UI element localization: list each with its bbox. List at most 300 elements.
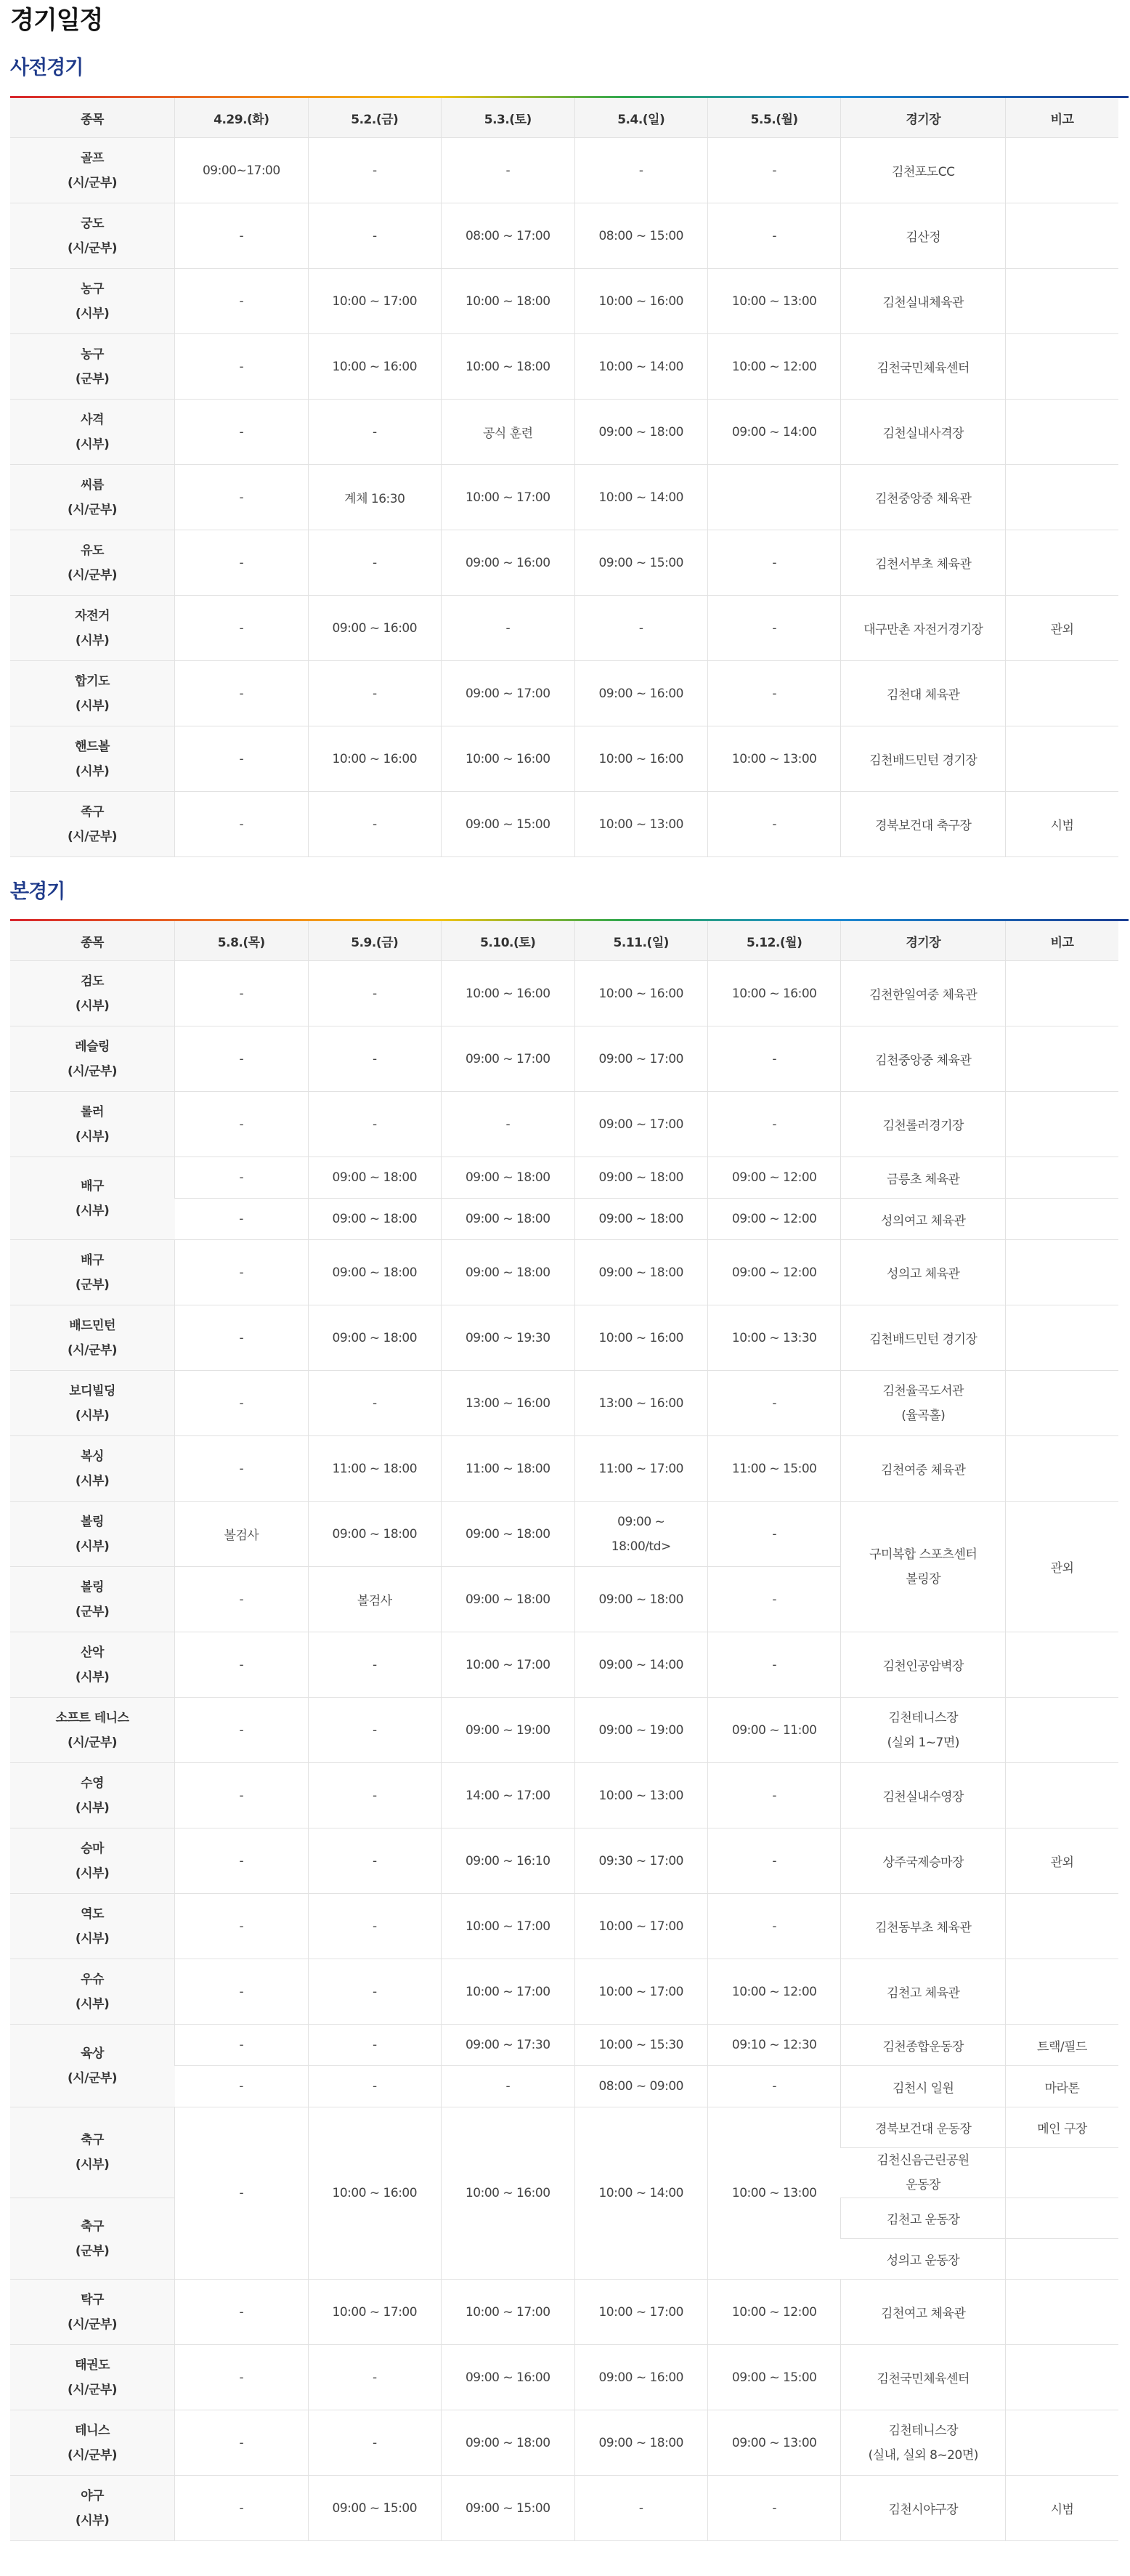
time-cell: - [707,203,840,269]
cell-line: 족구 [81,804,104,819]
time-cell: 10:00 ~ 17:00 [442,1632,574,1698]
time-cell: - [308,1698,441,1763]
note-cell [1006,2198,1118,2239]
table-row [10,465,1118,530]
cell-line: (시부) [75,2158,110,2172]
time-cell: 09:00 ~ 18:00 [574,1240,707,1305]
table-row [10,2066,1118,2107]
cell-line: (시부) [75,633,110,648]
time-cell: - [707,1763,840,1828]
note-cell [1006,1026,1118,1092]
time-cell: 10:00 ~ 16:00 [442,961,574,1026]
sport-cell [10,2410,175,2476]
cell-line: 우슈 [81,1972,104,1987]
cell-line: (시부) [75,1931,110,1946]
note-cell [1006,661,1118,726]
cell-line: (시/군부) [68,240,118,256]
time-cell: - [707,1894,840,1959]
venue-cell: 경북보건대 축구장 [841,792,1006,857]
time-cell: 13:00 ~ 16:00 [574,1371,707,1436]
cell-line: (시/군부) [68,1064,118,1079]
time-cell: 09:00 ~ 11:00 [707,1698,840,1763]
time-cell: - [707,1371,840,1436]
venue-cell [841,1502,1006,1632]
cell-line: 농구 [81,281,104,296]
cell-line: (시부) [75,437,110,452]
note-cell: 시범 [1006,2476,1118,2541]
time-cell: - [175,1698,308,1763]
venue-cell: 김천종합운동장 [841,2025,1006,2066]
time-cell: 09:00 ~ 15:00 [574,530,707,596]
time-cell: - [175,400,308,465]
time-cell: - [707,661,840,726]
time-cell: 10:00 ~ 17:00 [442,1959,574,2025]
cell-line: (시부) [75,1408,110,1423]
time-cell: 09:00 ~ 16:10 [442,1828,574,1894]
note-cell [1006,203,1118,269]
time-cell: 09:00 ~ 18:00 [308,1240,441,1305]
time-cell: 09:00 ~ 18:00 [308,1502,441,1567]
time-cell: - [707,792,840,857]
note-cell [1006,530,1118,596]
header-venue: 경기장 [841,98,1006,138]
note-cell: 관외 [1006,1502,1118,1632]
table-row [10,1199,1118,1240]
table-row [10,1894,1118,1959]
time-cell: 10:00 ~ 14:00 [574,334,707,400]
cell-line: (시/군부) [68,567,118,583]
time-cell: 09:00 ~ 18:00 [308,1199,441,1240]
time-cell: - [308,203,441,269]
note-cell [1006,1199,1118,1240]
time-cell: 공식 훈련 [442,400,574,465]
time-cell: - [308,400,441,465]
time-cell: - [175,203,308,269]
venue-cell: 김천중앙중 체육관 [841,465,1006,530]
time-cell: 10:00 ~ 14:00 [574,2107,707,2280]
cell-line: (시/군부) [68,2070,118,2086]
header-date: 5.5.(월) [707,98,840,138]
time-cell: 11:00 ~ 17:00 [574,1436,707,1502]
time-cell: 09:00 ~ 18:00 [442,1199,574,1240]
sport-cell [10,661,175,726]
cell-line: 궁도 [81,216,104,231]
cell-line: 김천신음근린공원 [877,2153,970,2168]
note-cell [1006,1894,1118,1959]
table-row [10,2025,1118,2066]
sport-cell [10,1371,175,1436]
cell-line: (시부) [75,1539,110,1554]
cell-line: (시부) [75,1129,110,1144]
time-cell: 09:00 ~ 12:00 [707,1157,840,1199]
time-cell: 09:00 ~ 15:00 [308,2476,441,2541]
sport-cell [10,1763,175,1828]
time-cell: - [442,138,574,203]
note-cell [1006,1959,1118,2025]
time-cell: 10:00 ~ 17:00 [308,269,441,334]
section-title-pre: 사전경기 [10,57,84,79]
cell-line: 승마 [81,1841,104,1856]
cell-line: 구미복합 스포츠센터 [869,1547,977,1562]
cell-line: 볼링장 [906,1571,941,1587]
cell-line: 김천테니스장 [888,1710,958,1725]
time-cell: - [308,2410,441,2476]
note-cell [1006,465,1118,530]
table-row [10,2345,1118,2410]
time-cell: - [707,1828,840,1894]
time-cell: 09:00 ~ 19:00 [442,1698,574,1763]
venue-cell [841,2410,1006,2476]
cell-line: 골프 [81,150,104,166]
section-title-main: 본경기 [10,880,65,903]
cell-line: 배드민턴 [69,1318,115,1333]
venue-cell: 성의여고 체육관 [841,1199,1006,1240]
cell-line: 김천테니스장 [888,2423,958,2438]
note-cell [1006,1436,1118,1502]
table-row [10,400,1118,465]
time-cell: - [308,2025,441,2066]
time-cell: - [175,1894,308,1959]
time-cell: - [175,1371,308,1436]
venue-cell: 김천고 체육관 [841,1959,1006,2025]
header-date: 5.3.(토) [442,98,574,138]
header-date: 5.2.(금) [308,98,441,138]
sport-cell [10,1959,175,2025]
time-cell: - [175,1305,308,1371]
time-cell: 10:00 ~ 16:00 [308,334,441,400]
venue-cell: 김천한일여중 체육관 [841,961,1006,1026]
time-cell: - [175,1157,308,1199]
venue-cell: 대구만촌 자전거경기장 [841,596,1006,661]
time-cell: 10:00 ~ 16:00 [308,2107,441,2280]
header-note: 비고 [1006,98,1118,138]
time-cell: - [707,2066,840,2107]
note-cell [1006,1157,1118,1199]
cell-line: 롤러 [81,1104,104,1119]
sport-cell [10,961,175,1026]
cell-line: (율곡홀) [901,1408,946,1423]
venue-cell: 김천여고 체육관 [841,2280,1006,2345]
cell-line: 테니스 [75,2423,110,2438]
note-cell [1006,1632,1118,1698]
time-cell: 09:00 ~ 16:00 [442,2345,574,2410]
note-cell: 메인 구장 [1006,2107,1118,2148]
note-cell [1006,138,1118,203]
table-row [10,661,1118,726]
time-cell: - [175,1567,308,1632]
time-cell: 09:30 ~ 17:00 [574,1828,707,1894]
cell-line: (시부) [75,1669,110,1685]
cell-line: 탁구 [81,2292,104,2307]
time-cell: 09:00 ~ 18:00 [574,1199,707,1240]
header-note: 비고 [1006,921,1118,961]
cell-line: 씨름 [81,477,104,493]
table-row [10,1632,1118,1698]
cell-line: 농구 [81,347,104,362]
time-cell: - [175,530,308,596]
time-cell: - [574,138,707,203]
header-date: 5.8.(목) [175,921,308,961]
time-cell: 09:00 ~ 16:00 [308,596,441,661]
cell-line: (시부) [75,1473,110,1489]
cell-line: 육상 [81,2046,104,2061]
venue-cell [841,1698,1006,1763]
table-row [10,334,1118,400]
cell-line: 배구 [81,1178,104,1194]
time-cell: 09:00 ~ 13:00 [707,2410,840,2476]
time-cell: 09:00 ~ 12:00 [707,1240,840,1305]
sport-cell [10,530,175,596]
note-cell [1006,2280,1118,2345]
venue-cell: 김천동부초 체육관 [841,1894,1006,1959]
cell-line: 김천율곡도서관 [882,1383,964,1398]
table-row [10,530,1118,596]
sport-cell [10,138,175,203]
cell-line: (시/군부) [68,175,118,190]
time-cell: 10:00 ~ 12:00 [707,1959,840,2025]
time-cell: - [175,2025,308,2066]
time-cell: 11:00 ~ 18:00 [308,1436,441,1502]
table-row [10,596,1118,661]
note-cell [1006,1240,1118,1305]
note-cell [1006,1698,1118,1763]
venue-cell: 김천포도CC [841,138,1006,203]
time-cell: 볼검사 [308,1567,441,1632]
cell-line: 태권도 [75,2357,110,2373]
venue-cell: 김산정 [841,203,1006,269]
time-cell: - [175,1436,308,1502]
header-date: 5.10.(토) [442,921,574,961]
time-cell: - [308,961,441,1026]
page-title: 경기일정 [10,6,103,35]
time-cell: - [175,661,308,726]
time-cell: 10:00 ~ 16:00 [442,2107,574,2280]
sport-cell [10,2345,175,2410]
venue-cell: 김천실내체육관 [841,269,1006,334]
time-cell: - [175,2066,308,2107]
sport-cell [10,1567,175,1632]
time-cell: 10:00 ~ 13:30 [707,1305,840,1371]
sport-cell [10,726,175,792]
time-cell: 10:00 ~ 18:00 [442,334,574,400]
time-cell: - [175,596,308,661]
header-sport: 종목 [10,921,175,961]
time-cell: 10:00 ~ 17:00 [308,2280,441,2345]
note-cell: 관외 [1006,1828,1118,1894]
cell-line: 야구 [81,2488,104,2503]
time-cell: - [707,1632,840,1698]
venue-cell: 김천대 체육관 [841,661,1006,726]
sport-cell [10,400,175,465]
time-cell: - [574,2476,707,2541]
time-cell: 11:00 ~ 15:00 [707,1436,840,1502]
main-schedule-table [10,921,1118,2541]
time-cell: 10:00 ~ 16:00 [574,269,707,334]
sport-cell [10,1157,175,1240]
time-cell: - [175,1828,308,1894]
time-cell: 09:00 ~ 19:30 [442,1305,574,1371]
time-cell: 09:00 ~ 18:00 [442,1157,574,1199]
note-cell [1006,961,1118,1026]
time-cell: - [175,1240,308,1305]
time-cell: 09:00 ~ 18:00 [308,1305,441,1371]
venue-cell [841,1371,1006,1436]
time-cell: 09:00 ~ 18:00 [574,1157,707,1199]
sport-cell [10,1632,175,1698]
note-cell [1006,2410,1118,2476]
table-row [10,203,1118,269]
cell-line: (시부) [75,306,110,321]
time-cell: - [175,334,308,400]
sport-cell [10,596,175,661]
time-cell: 10:00 ~ 16:00 [442,726,574,792]
time-cell: 09:00 ~ 18:00 [442,1502,574,1567]
venue-cell: 김천고 운동장 [841,2198,1006,2239]
time-cell: 볼검사 [175,1502,308,1567]
time-cell: 10:00 ~ 17:00 [574,1959,707,2025]
time-cell: 09:00 ~ 16:00 [574,661,707,726]
time-cell: 09:00 ~ 18:00 [442,1567,574,1632]
cell-line: (시/군부) [68,2382,118,2397]
note-cell [1006,334,1118,400]
time-cell: 10:00 ~ 13:00 [574,1763,707,1828]
header-date: 5.12.(월) [707,921,840,961]
table-row [10,138,1118,203]
sport-cell [10,1828,175,1894]
time-cell: - [175,269,308,334]
table-row [10,1763,1118,1828]
cell-line: (시부) [75,1203,110,1218]
time-cell: - [308,1371,441,1436]
table-row [10,1157,1118,1199]
cell-line: (시부) [75,698,110,713]
venue-cell: 김천서부초 체육관 [841,530,1006,596]
time-cell: 10:00 ~ 13:00 [707,269,840,334]
time-cell: 09:00 ~ 18:00 [574,2410,707,2476]
time-cell: - [175,961,308,1026]
time-cell: 10:00 ~ 17:00 [442,1894,574,1959]
venue-cell: 김천롤러경기장 [841,1092,1006,1157]
time-cell: - [308,1959,441,2025]
note-cell [1006,2345,1118,2410]
table-row [10,2280,1118,2345]
time-cell: 10:00 ~ 13:00 [707,2107,840,2280]
sport-cell [10,2198,175,2280]
cell-line: 축구 [81,2133,104,2147]
note-cell [1006,2239,1118,2280]
venue-cell: 김천여중 체육관 [841,1436,1006,1502]
time-cell: 09:00 ~ 15:00 [442,2476,574,2541]
table-row [10,1959,1118,2025]
time-cell: - [442,1092,574,1157]
cell-line: 축구 [81,2219,104,2234]
time-cell: 09:00 ~ 12:00 [707,1199,840,1240]
sport-cell [10,1502,175,1567]
note-cell [1006,1371,1118,1436]
cell-line: (시부) [75,764,110,779]
cell-line: 자전거 [75,608,110,623]
time-cell: 09:10 ~ 12:30 [707,2025,840,2066]
time-cell: - [707,530,840,596]
table-header-row [10,98,1118,138]
sport-cell [10,1894,175,1959]
cell-line: (시/군부) [68,2317,118,2332]
header-venue: 경기장 [841,921,1006,961]
time-cell: 09:00 ~ 17:00 [442,661,574,726]
time-cell: 10:00 ~ 16:00 [707,961,840,1026]
time-cell: 10:00 ~ 12:00 [707,2280,840,2345]
cell-line: (군부) [75,1604,110,1619]
table-row [10,1371,1118,1436]
table-header-row [10,921,1118,961]
cell-line: (시/군부) [68,1342,118,1358]
cell-line: (시부) [75,998,110,1013]
cell-line: 소프트 테니스 [55,1710,129,1725]
cell-line: 검도 [81,973,104,989]
time-cell: 09:00 ~ 17:00 [442,1026,574,1092]
venue-cell: 김천시야구장 [841,2476,1006,2541]
time-cell: 10:00 ~ 16:00 [574,1305,707,1371]
time-cell: 09:00 ~ 17:00 [574,1092,707,1157]
time-cell: - [707,1026,840,1092]
table-row [10,1240,1118,1305]
time-cell: - [175,2280,308,2345]
table-row [10,792,1118,857]
note-cell [1006,1763,1118,1828]
time-cell: 10:00 ~ 13:00 [574,792,707,857]
time-cell: - [308,1092,441,1157]
sport-cell [10,792,175,857]
sport-cell [10,2107,175,2198]
table-row [10,1305,1118,1371]
time-cell: - [707,1567,840,1632]
time-cell: - [175,726,308,792]
sport-cell [10,1698,175,1763]
cell-line: (실내, 실외 8~20면) [868,2447,978,2463]
time-cell: 09:00~17:00 [175,138,308,203]
venue-cell: 김천실내수영장 [841,1763,1006,1828]
time-cell: 10:00 ~ 13:00 [707,726,840,792]
sport-cell [10,1436,175,1502]
note-cell: 마라톤 [1006,2066,1118,2107]
time-cell: 11:00 ~ 18:00 [442,1436,574,1502]
pre-schedule-table [10,98,1118,857]
time-cell: - [308,792,441,857]
time-cell: - [308,1632,441,1698]
venue-cell: 성의고 운동장 [841,2239,1006,2280]
time-cell: 09:00 ~ 14:00 [707,400,840,465]
cell-line: 18:00/td> [611,1539,671,1554]
time-cell: - [175,1763,308,1828]
venue-cell: 상주국제승마장 [841,1828,1006,1894]
cell-line: 사격 [81,412,104,427]
header-date: 4.29.(화) [175,98,308,138]
cell-line: (시부) [75,1996,110,2012]
table-row [10,1092,1118,1157]
cell-line: 합기도 [75,673,110,689]
table-row [10,1828,1118,1894]
time-cell: - [442,596,574,661]
sport-cell [10,1026,175,1092]
time-cell: 09:00 ~ 18:00 [442,1240,574,1305]
table-row [10,1698,1118,1763]
time-cell: - [308,1763,441,1828]
table-row [10,961,1118,1026]
time-cell: 10:00 ~ 16:00 [574,961,707,1026]
time-cell: - [175,792,308,857]
venue-cell: 김천실내사격장 [841,400,1006,465]
venue-cell: 경북보건대 운동장 [841,2107,1006,2148]
